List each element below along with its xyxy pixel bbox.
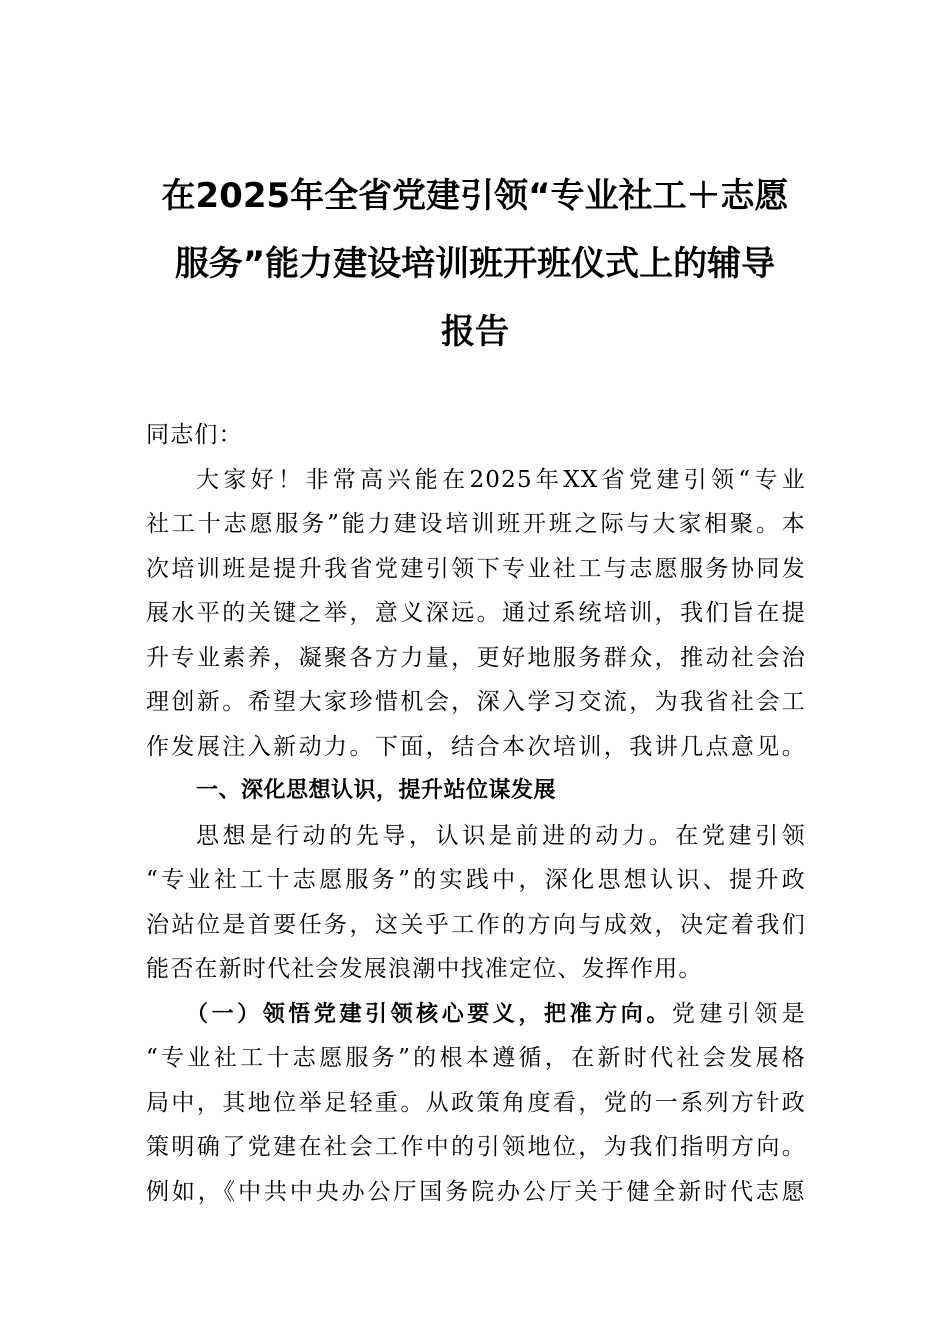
title-line-2: 服务”能力建设培训班开班仪式上的辅导 (174, 244, 776, 284)
salutation: 同志们： (146, 422, 243, 448)
section-line: “专业社工十志愿服务”的实践中，深化思想认识、提升政 (146, 867, 806, 893)
intro-line: 理创新。希望大家珍惜机会，深入学习交流，为我省社会工 (146, 689, 806, 715)
subsection-heading: （一）领悟党建引领核心要义，把准方向。 (186, 1001, 672, 1027)
document-body (146, 413, 806, 1214)
section-line: 能否在新时代社会发展浪潮中找准定位、发挥作用。 (146, 956, 703, 982)
intro-line: 大家好！非常高兴能在2025年XX省党建引领“专业 (196, 466, 806, 493)
subsection-text-start: 党建引领是 (671, 1000, 807, 1027)
section-line: 思想是行动的先导，认识是前进的动力。在党建引领 (196, 822, 806, 849)
section-line: 治站位是首要任务，这关乎工作的方向与成效，决定着我们 (146, 911, 806, 938)
title-line-3: 报告 (441, 312, 509, 352)
intro-line: 作发展注入新动力。下面，结合本次培训，我讲几点意见。 (146, 733, 806, 760)
title-line-1: 在2025年全省党建引领“专业社工＋志愿 (161, 176, 789, 216)
section-heading: 一、深化思想认识，提升站位谋发展 (196, 778, 557, 803)
intro-line: 展水平的关键之举，意义深远。通过系统培训，我们旨在提 (146, 600, 806, 626)
page-title (140, 162, 810, 366)
subsection-line: “专业社工十志愿服务”的根本遵循，在新时代社会发展格 (146, 1045, 806, 1071)
intro-line: 升专业素养，凝聚各方力量，更好地服务群众，推动社会治 (146, 644, 806, 671)
subsection-line: 策明确了党建在社会工作中的引领地位，为我们指明方向。 (146, 1134, 806, 1160)
intro-line: 社工十志愿服务”能力建设培训班开班之际与大家相聚。本 (146, 511, 806, 537)
subsection-line: 局中，其地位举足轻重。从政策角度看，党的一系列方针政 (146, 1089, 806, 1116)
subsection-line: 例如，《中共中央办公厅国务院办公厅关于健全新时代志愿 (146, 1178, 806, 1205)
subsection-first-line (146, 992, 806, 1037)
intro-line: 次培训班是提升我省党建引领下专业社工与志愿服务协同发 (146, 555, 806, 582)
